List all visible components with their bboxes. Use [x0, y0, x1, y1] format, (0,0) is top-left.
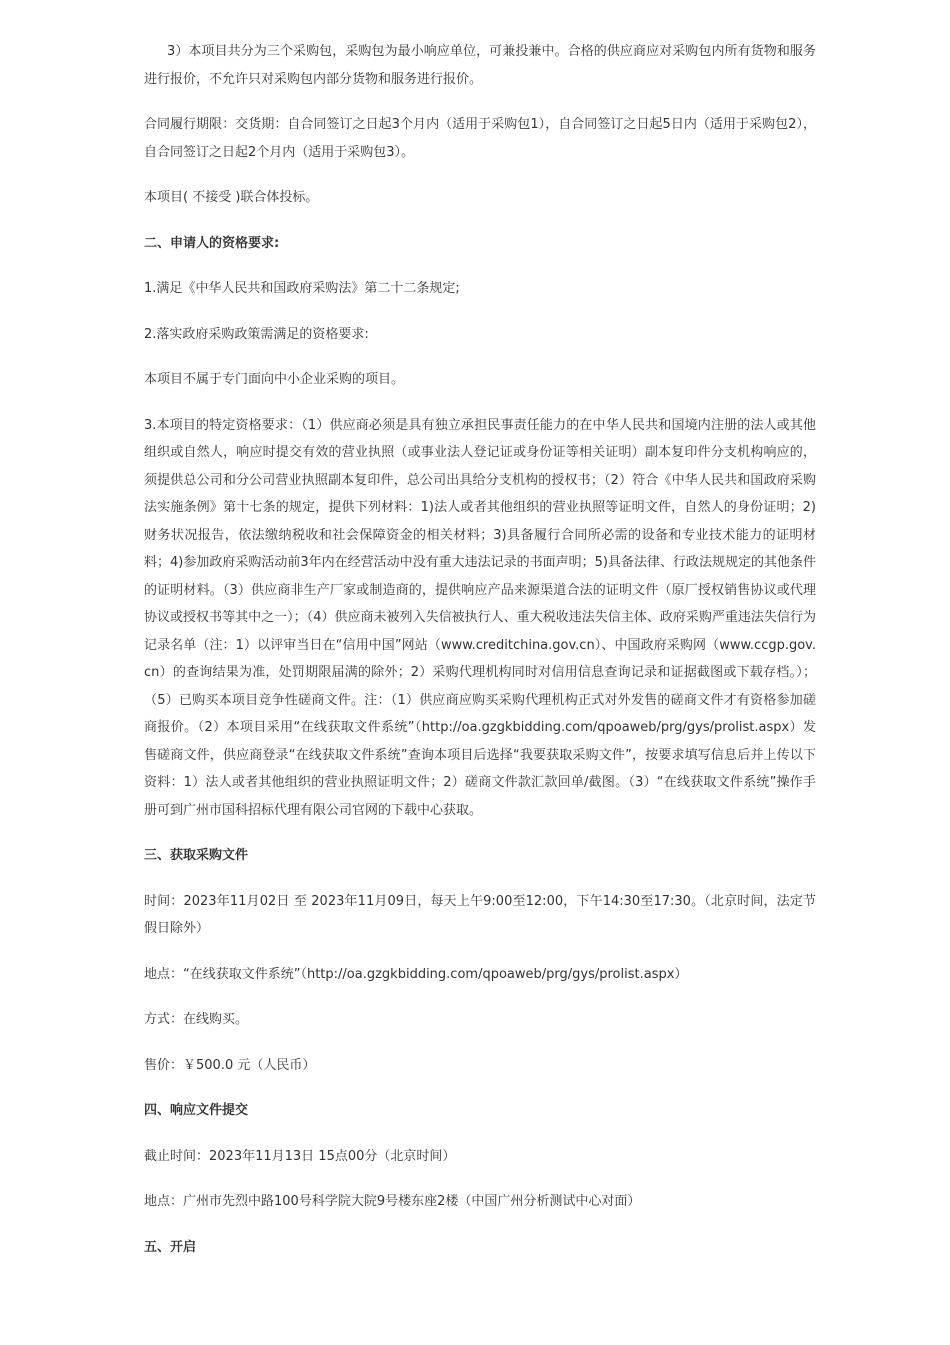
consortium-note: 本项目( 不接受 )联合体投标。	[144, 190, 319, 205]
document-body	[144, 38, 816, 1279]
qualification-item1: 1.满足《中华人民共和国政府采购法》第二十二条规定;	[144, 281, 460, 296]
section2-heading: 二、申请人的资格要求:	[144, 235, 280, 251]
section5-heading: 五、开启	[144, 1239, 197, 1255]
obtain-location: 地点：“在线获取文件系统”（http://oa.gzgkbidding.com/qpoaweb/prg/gys/prolist.aspx）	[144, 966, 688, 982]
sme-note: 本项目不属于专门面向中小企业采购的项目。	[144, 372, 405, 387]
obtain-price: 售价：￥500.0 元（人民币）	[144, 1057, 316, 1073]
section4-heading: 四、响应文件提交	[144, 1103, 249, 1118]
submit-deadline: 截止时间：2023年11月13日 15点00分（北京时间）	[144, 1148, 456, 1164]
section3-heading: 三、获取采购文件	[144, 848, 249, 863]
contract-period: 合同履行期限：交货期：自合同签订之日起3个月内（适用于采购包1），自合同签订之日起5日内（适用于采购包2），自合同签订之日起2个月内（适用于采购包3）。	[144, 117, 816, 160]
qualification-item3: 3.本项目的特定资格要求：（1）供应商必须是具有独立承担民事责任能力的在中华人民共和国境内注册的法人或其他组织或自然人，响应时提交有效的营业执照（或事业法人登记证或身份证等相关证明）副本复印件分支机构响应的，须提供总公司和分公司营业执照副本复印件，总公司出具给分支机构的授权书；（2）符合《中华人民共和国政府采购法实施条例》第十七条的规定，提供下列材料：1)法人或者其他组织的营业执照等证明文件，自然人的身份证明；2)财务状况报告，依法缴纳税收和社会保障资金的相关材料；3)具备履行合同所必需的设备和专业技术能力的证明材料；4)参加政府采购活动前3年内在经营活动中没有重大违法记录的书面声明；5)具备法律、行政法规规定的其他条件的证明材料。（3）供应商非生产厂家或制造商的，提供响应产品来源渠道合法的证明文件（原厂授权销售协议或代理协议或授权书等其中之一）；（4）供应商未被列入失信被执行人、重大税收违法失信主体、政府采购严重违法失信行为记录名单（注：1）以评审当日在“信用中国”网站（www.creditchina.gov.cn）、中国政府采购网（www.ccgp.gov.cn）的查询结果为准，处罚期限届满的除外；2）采购代理机构同时对信用信息查询记录和证据截图或下载存档。）；（5）已购买本项目竞争性磋商文件。注：（1）供应商应购买采购代理机构正式对外发售的磋商文件才有资格参加磋商报价。（2）本项目采用“在线获取文件系统”（http://oa.gzgkbidding.com/qpoaweb/prg/gys/prolist.aspx）发售磋商文件，供应商登录“在线获取文件系统”查询本项目后选择“我要获取采购文件”，按要求填写信息后并上传以下资料：1）法人或者其他组织的营业执照证明文件；2）磋商文件款汇款回单/截图。（3）“在线获取文件系统”操作手册可到广州市国科招标代理有限公司官网的下载中心获取。	[144, 417, 816, 818]
package-note: 3）本项目共分为三个采购包，采购包为最小响应单位，可兼投兼中。合格的供应商应对采购包内所有货物和服务进行报价，不允许只对采购包内部分货物和服务进行报价。	[144, 44, 816, 87]
obtain-time: 时间：2023年11月02日 至 2023年11月09日，每天上午9:00至12:00，下午14:30至17:30。（北京时间，法定节假日除外）	[144, 893, 816, 936]
qualification-item2: 2.落实政府采购政策需满足的资格要求:	[144, 326, 369, 342]
submit-location: 地点：广州市先烈中路100号科学院大院9号楼东座2楼（中国广州分析测试中心对面）	[144, 1194, 641, 1209]
obtain-method: 方式：在线购买。	[144, 1012, 249, 1027]
